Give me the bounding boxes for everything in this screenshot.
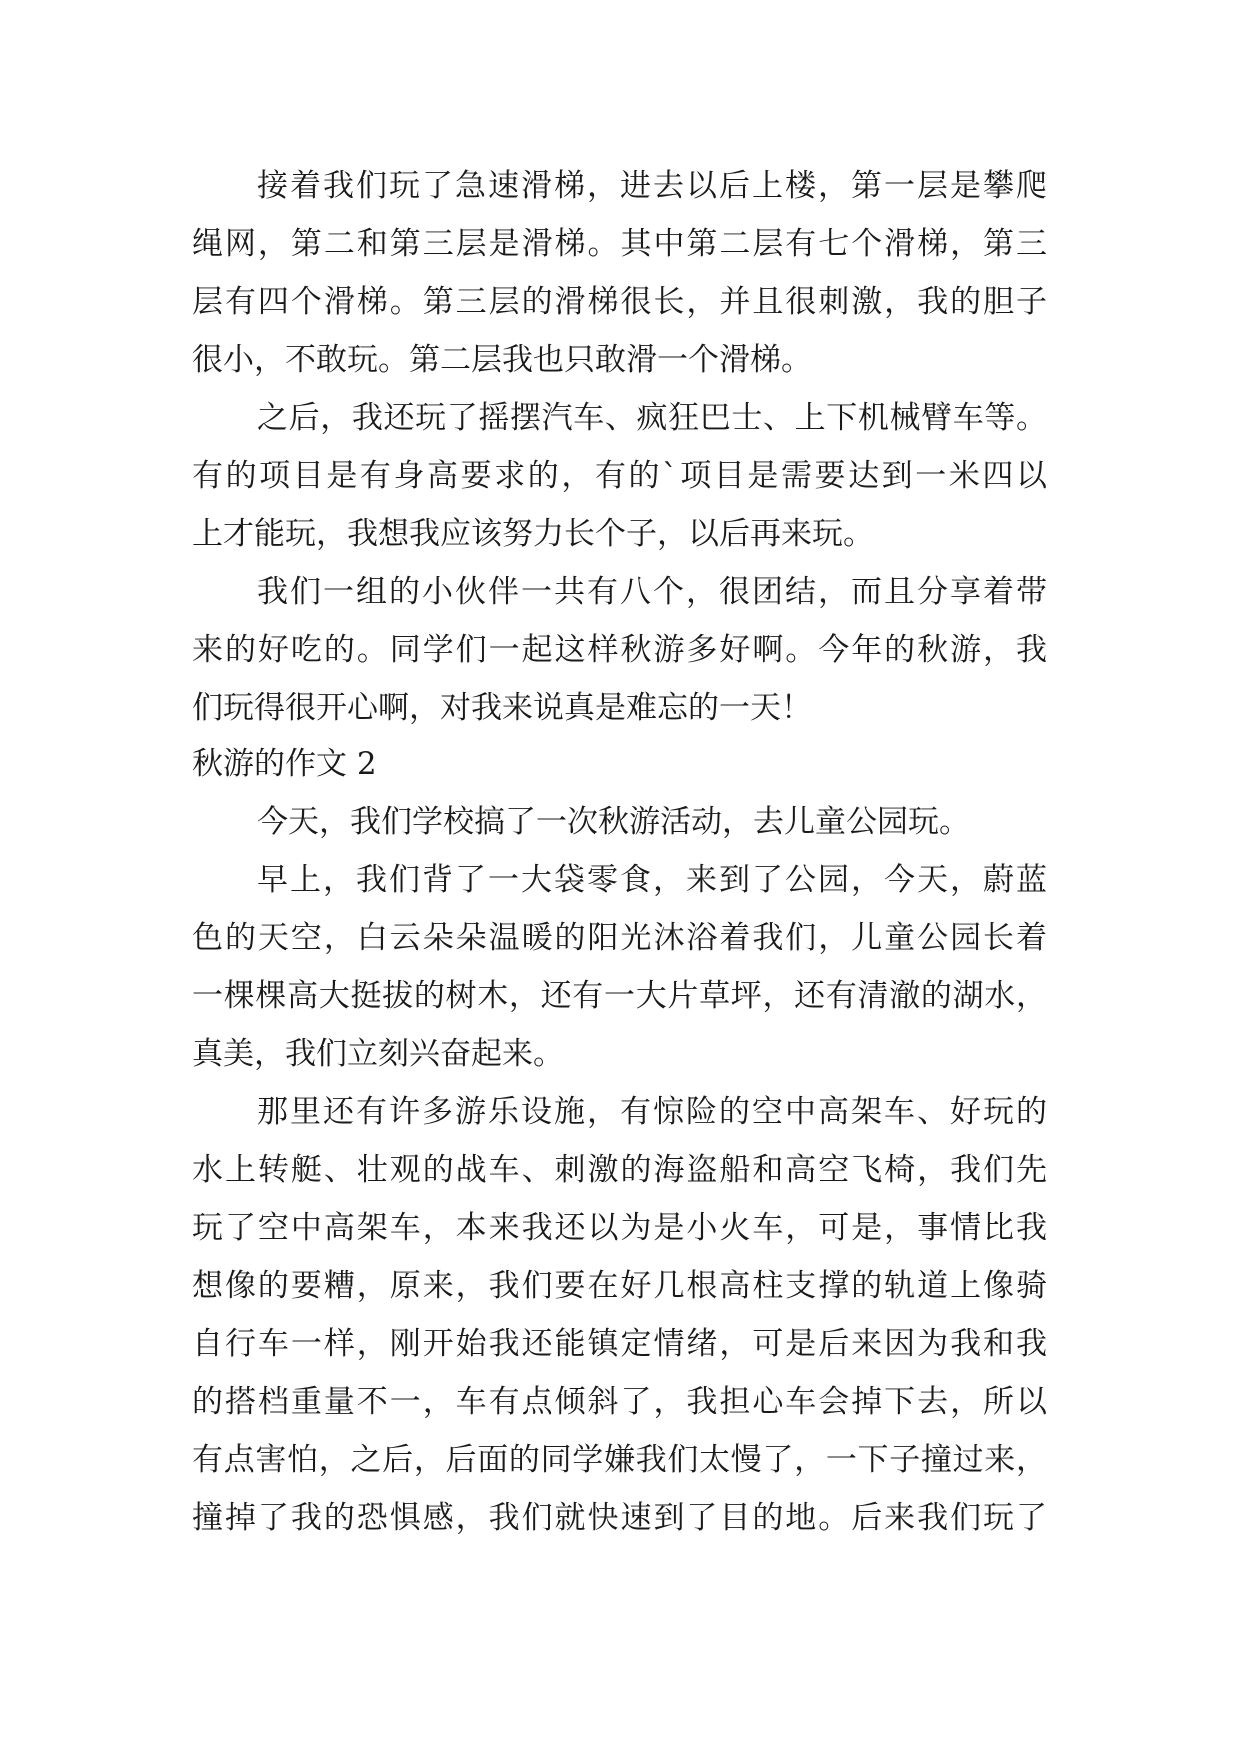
paragraph-line: 来的好吃的。同学们一起这样秋游多好啊。今年的秋游，我 bbox=[192, 632, 1047, 668]
section-heading: 秋游的作文 2 bbox=[192, 746, 377, 782]
paragraph-line: 层有四个滑梯。第三层的滑梯很长，并且很刺激，我的胆子 bbox=[192, 284, 1047, 320]
paragraph-line: 撞掉了我的恐惧感，我们就快速到了目的地。后来我们玩了 bbox=[192, 1500, 1047, 1536]
paragraph-line: 那里还有许多游乐设施，有惊险的空中高架车、好玩的 bbox=[257, 1094, 1047, 1130]
paragraph-line: 绳网，第二和第三层是滑梯。其中第二层有七个滑梯，第三 bbox=[192, 226, 1047, 262]
paragraph-line: 今天，我们学校搞了一次秋游活动，去儿童公园玩。 bbox=[257, 804, 970, 840]
paragraph-line: 们玩得很开心啊，对我来说真是难忘的一天！ bbox=[192, 690, 812, 726]
paragraph-line: 色的天空，白云朵朵温暖的阳光沐浴着我们，儿童公园长着 bbox=[192, 920, 1047, 956]
paragraph-line: 之后，我还玩了摇摆汽车、疯狂巴士、上下机械臂车等。 bbox=[257, 400, 1047, 436]
paragraph-line: 有点害怕，之后，后面的同学嫌我们太慢了，一下子撞过来， bbox=[192, 1442, 1047, 1478]
paragraph-line: 一棵棵高大挺拔的树木，还有一大片草坪，还有清澈的湖水， bbox=[192, 978, 1047, 1014]
paragraph-line: 水上转艇、壮观的战车、刺激的海盗船和高空飞椅，我们先 bbox=[192, 1152, 1047, 1188]
paragraph-line: 有的项目是有身高要求的，有的`项目是需要达到一米四以 bbox=[192, 458, 1047, 494]
paragraph-line: 想像的要糟，原来，我们要在好几根高柱支撑的轨道上像骑 bbox=[192, 1268, 1047, 1304]
paragraph-line: 自行车一样，刚开始我还能镇定情绪，可是后来因为我和我 bbox=[192, 1326, 1047, 1362]
paragraph-line: 真美，我们立刻兴奋起来。 bbox=[192, 1036, 564, 1072]
paragraph-line: 的搭档重量不一，车有点倾斜了，我担心车会掉下去，所以 bbox=[192, 1384, 1047, 1420]
paragraph-line: 我们一组的小伙伴一共有八个，很团结，而且分享着带 bbox=[257, 574, 1047, 610]
paragraph-line: 玩了空中高架车，本来我还以为是小火车，可是，事情比我 bbox=[192, 1210, 1047, 1246]
paragraph-line: 上才能玩，我想我应该努力长个子，以后再来玩。 bbox=[192, 516, 874, 552]
paragraph-line: 接着我们玩了急速滑梯，进去以后上楼，第一层是攀爬 bbox=[257, 168, 1047, 204]
paragraph-line: 很小，不敢玩。第二层我也只敢滑一个滑梯。 bbox=[192, 342, 812, 378]
paragraph-line: 早上，我们背了一大袋零食，来到了公园，今天，蔚蓝 bbox=[257, 862, 1047, 898]
